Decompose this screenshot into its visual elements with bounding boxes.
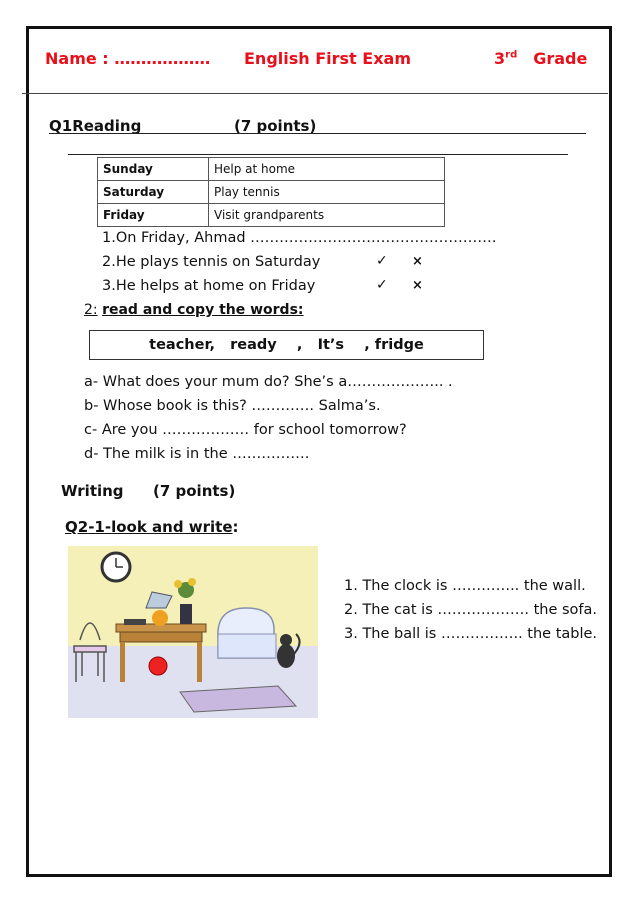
header-divider	[22, 93, 608, 94]
q2-heading	[65, 518, 239, 536]
exam-title: English First Exam	[244, 49, 411, 68]
word-bank: teacher, ready , It’s , fridge	[149, 337, 424, 353]
table-row	[98, 181, 445, 204]
q2-colon: :	[232, 518, 239, 536]
cross-icon: ×	[412, 278, 423, 293]
write-item-2: 2. The cat is ………………. the sofa.	[344, 602, 598, 618]
check-icon: ✓	[376, 277, 388, 293]
table-row	[98, 158, 445, 181]
table-activity: Help at home	[209, 158, 445, 181]
q2-title: Q2-1-look and write	[65, 518, 233, 536]
writing-title: Writing	[61, 482, 124, 500]
fill-question-a: a- What does your mum do? She’s a……………….. .	[84, 374, 453, 390]
table-day: Saturday	[98, 181, 209, 204]
check-icon: ✓	[376, 253, 388, 269]
q1-title: Q1Reading	[49, 117, 142, 135]
part2-number: 2:	[84, 302, 98, 318]
write-item-1: 1. The clock is ………….. the wall.	[344, 578, 586, 594]
table-day: Friday	[98, 204, 209, 227]
reading-question-2: 2.He plays tennis on Saturday	[102, 254, 321, 270]
table-activity: Play tennis	[209, 181, 445, 204]
writing-points: (7 points)	[153, 482, 236, 500]
sofa-icon	[218, 608, 276, 658]
grade-word: Grade	[533, 49, 588, 68]
write-item-3: 3. The ball is …………….. the table.	[344, 626, 598, 642]
table-day: Sunday	[98, 158, 209, 181]
fill-question-b: b- Whose book is this? …………. Salma’s.	[84, 398, 381, 414]
fill-question-c: c- Are you ……………… for school tomorrow?	[84, 422, 407, 438]
q1-rule	[68, 154, 568, 155]
grade-number: 3	[494, 49, 506, 68]
cross-icon: ×	[412, 254, 423, 269]
table-activity: Visit grandparents	[209, 204, 445, 227]
reading-question-1: 1.On Friday, Ahmad ……………………………………………	[102, 230, 497, 246]
schedule-table	[97, 157, 445, 227]
q1-points: (7 points)	[234, 117, 317, 135]
room-illustration	[68, 546, 318, 718]
table-row	[98, 204, 445, 227]
reading-question-3: 3.He helps at home on Friday	[102, 278, 316, 294]
word-bank-box	[89, 330, 484, 360]
grade-label	[494, 49, 587, 68]
name-field-label: Name : ………………	[45, 49, 211, 68]
part2-title: read and copy the words:	[102, 302, 304, 318]
part2-heading	[84, 302, 304, 318]
q1-underline	[49, 133, 586, 134]
grade-suffix: rd	[505, 49, 518, 61]
fill-question-d: d- The milk is in the …………….	[84, 446, 310, 462]
ball-icon	[149, 657, 167, 675]
